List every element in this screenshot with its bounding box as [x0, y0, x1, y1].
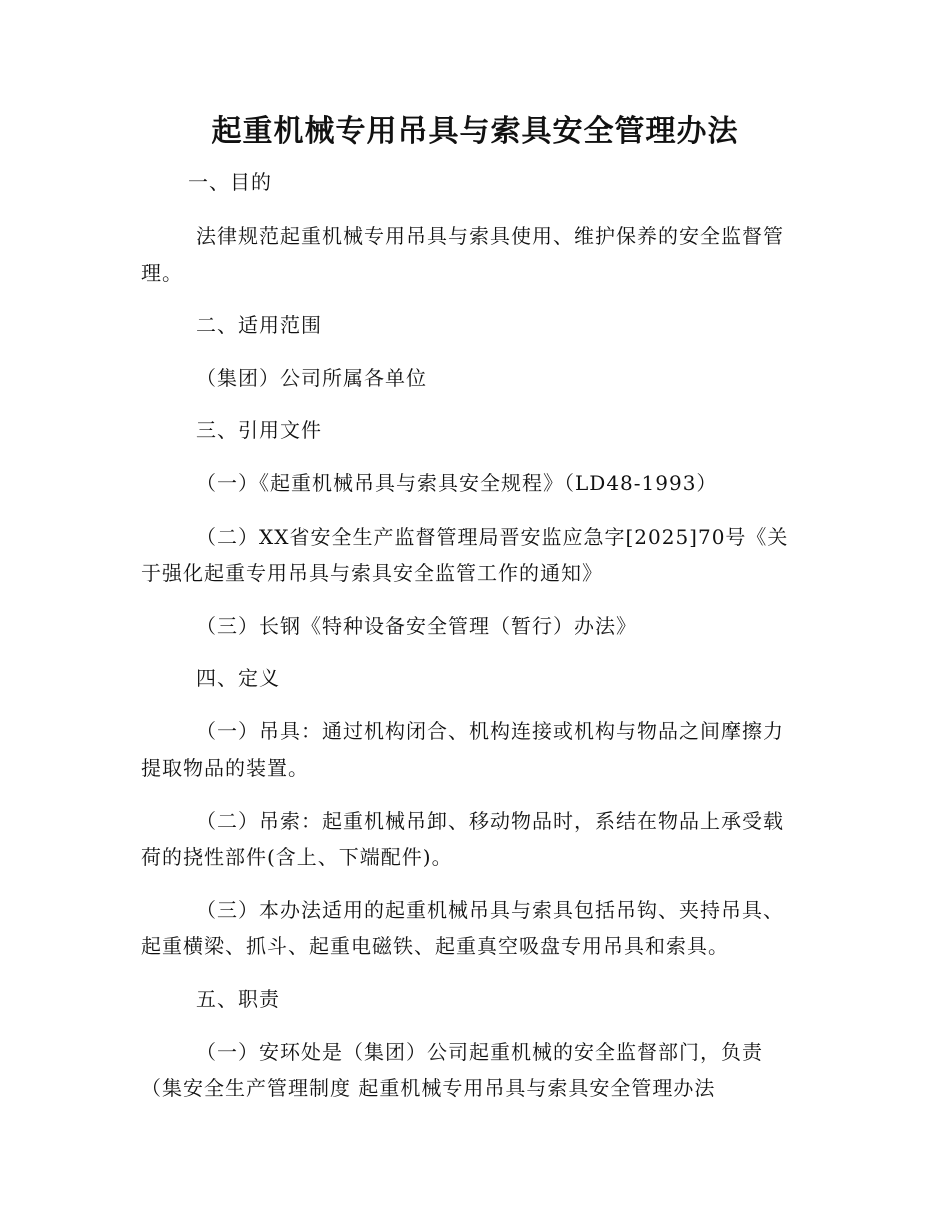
paragraph-line: （集安全生产管理制度 起重机械专用吊具与索具安全管理办法: [141, 1076, 716, 1100]
paragraph-line: （三）长钢《特种设备安全管理（暂行）办法》: [196, 614, 637, 638]
paragraph-line: 理。: [141, 261, 183, 285]
paragraph-line: （二）吊索：起重机械吊卸、移动物品时，系结在物品上承受载: [196, 809, 784, 833]
paragraph-line: 起重横梁、抓斗、起重电磁铁、起重真空吸盘专用吊具和索具。: [141, 934, 729, 958]
paragraph-line: 法律规范起重机械专用吊具与索具使用、维护保养的安全监督管: [196, 224, 784, 248]
section-heading-purpose: 一、目的: [188, 170, 272, 194]
paragraph-line: （二）XX省安全生产监督管理局晋安监应急字[2025]70号《关: [196, 525, 789, 549]
paragraph-line: 荷的挠性部件(含上、下端配件)。: [141, 845, 453, 869]
section-heading-scope: 二、适用范围: [196, 313, 322, 337]
paragraph-line: （三）本办法适用的起重机械吊具与索具包括吊钩、夹持吊具、: [196, 898, 784, 922]
paragraph-line: （一）吊具：通过机构闭合、机构连接或机构与物品之间摩擦力: [196, 719, 784, 743]
section-heading-definitions: 四、定义: [196, 666, 280, 690]
paragraph-line: （一）《起重机械吊具与索具安全规程》（LD48-1993）: [196, 471, 718, 495]
paragraph-line: 提取物品的装置。: [141, 756, 309, 780]
document-title: 起重机械专用吊具与索具安全管理办法: [211, 114, 739, 149]
paragraph-line: （一）安环处是（集团）公司起重机械的安全监督部门，负责: [196, 1040, 763, 1064]
paragraph-line: （集团）公司所属各单位: [196, 366, 427, 390]
section-heading-responsibilities: 五、职责: [196, 987, 280, 1011]
section-heading-references: 三、引用文件: [196, 418, 322, 442]
paragraph-line: 于强化起重专用吊具与索具安全监管工作的通知》: [141, 561, 603, 585]
